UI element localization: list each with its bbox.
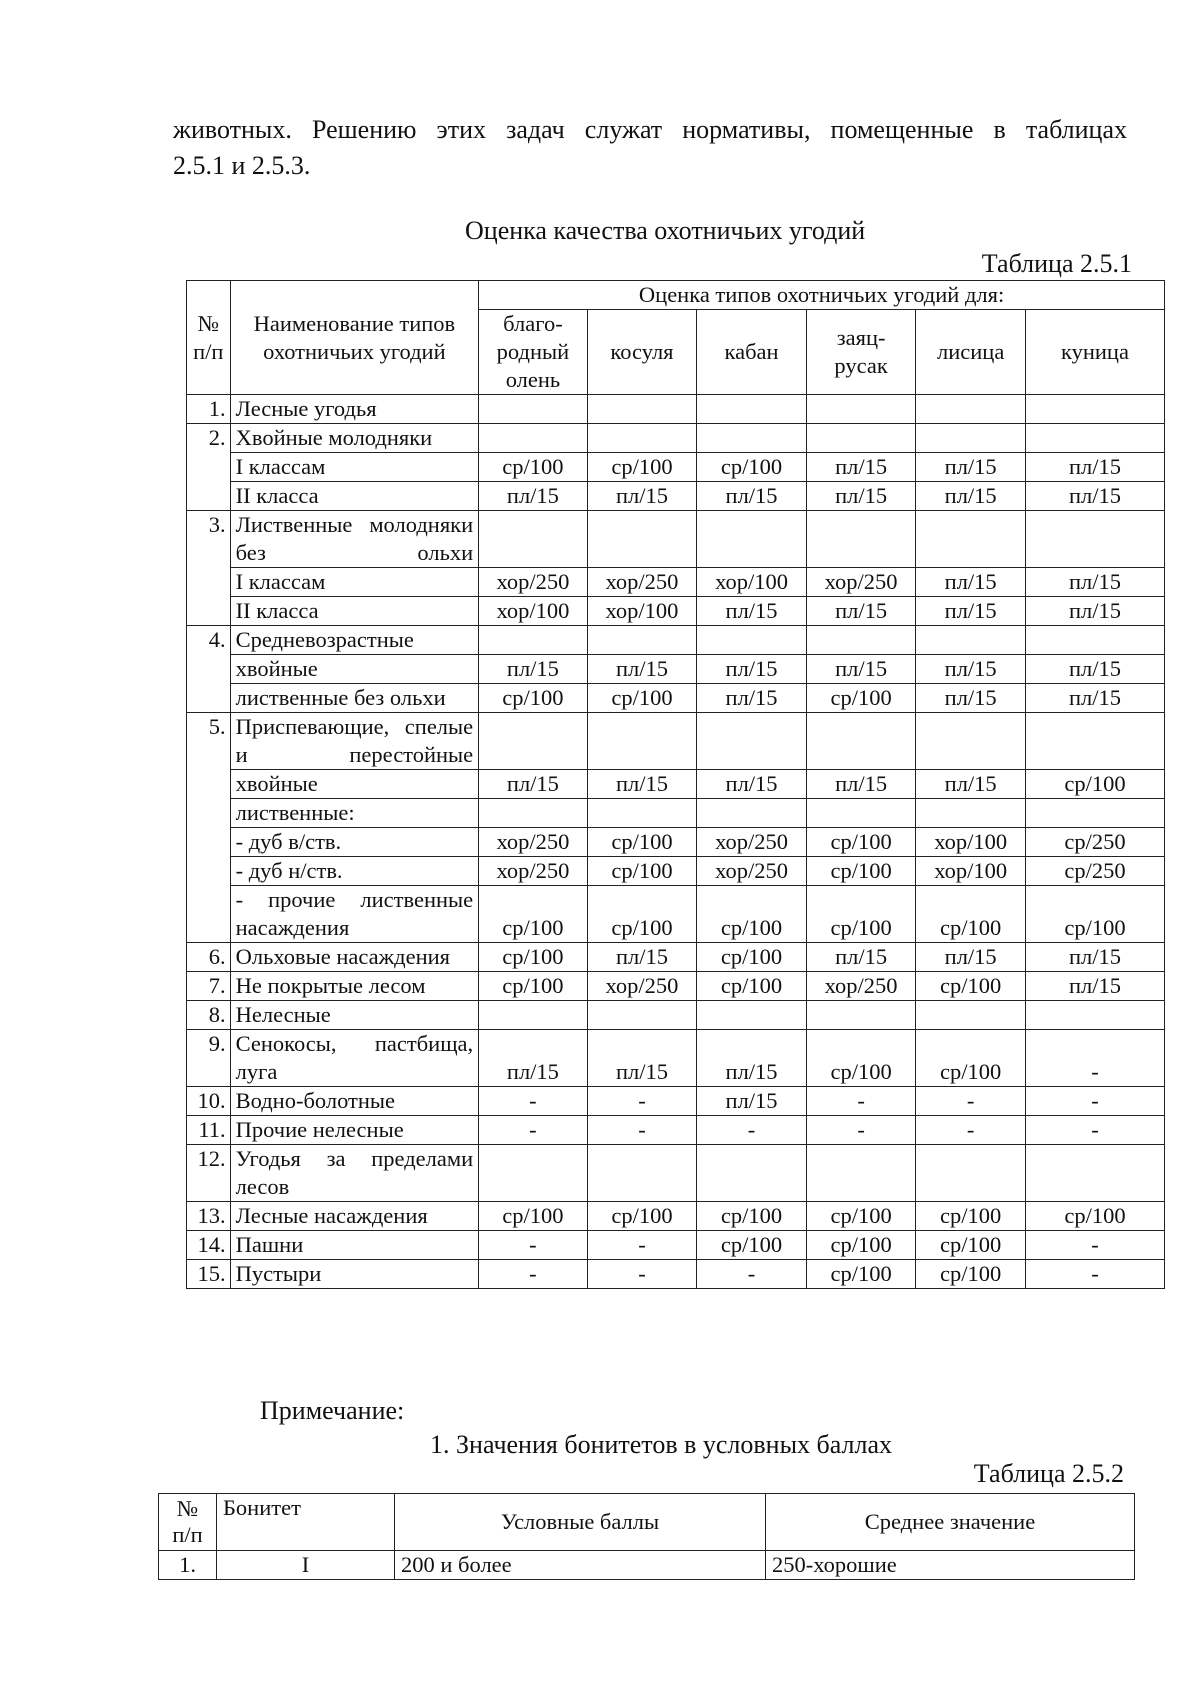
rating-cell: ср/100 (587, 828, 697, 857)
rating-cell: пл/15 (1025, 655, 1164, 684)
ground-type-name: Нелесные (230, 1001, 479, 1030)
rating-cell (587, 713, 697, 770)
rating-cell: ср/100 (806, 1030, 916, 1087)
rating-cell: - (479, 1116, 588, 1145)
rating-cell: пл/15 (697, 770, 807, 799)
rating-cell (806, 799, 916, 828)
rating-cell: ср/100 (697, 1202, 807, 1231)
rating-cell: хор/250 (697, 857, 807, 886)
rating-cell (806, 626, 916, 655)
rating-cell (916, 1145, 1026, 1202)
ground-type-name: Пашни (230, 1231, 479, 1260)
table-row (187, 1260, 1165, 1289)
table-row (187, 1145, 1165, 1202)
rating-cell (479, 395, 588, 424)
ground-type-name: лиственные без ольхи (230, 684, 479, 713)
rating-cell: хор/250 (806, 568, 916, 597)
table-row (187, 770, 1165, 799)
rating-cell: пл/15 (479, 655, 588, 684)
intro-paragraph (173, 112, 1127, 184)
rating-cell: ср/100 (806, 857, 916, 886)
bonitet-table (158, 1493, 1135, 1580)
rating-cell: ср/100 (587, 857, 697, 886)
rating-cell: ср/100 (916, 1260, 1026, 1289)
table2-label: Таблица 2.5.2 (973, 1459, 1124, 1488)
rating-cell (697, 1001, 807, 1030)
rating-cell: пл/15 (587, 770, 697, 799)
rating-cell: хор/100 (916, 857, 1026, 886)
rating-cell (587, 799, 697, 828)
ground-type-name: Средневозрастные (230, 626, 479, 655)
rating-cell: пл/15 (1025, 943, 1164, 972)
table1-body (187, 395, 1165, 1289)
rating-cell: пл/15 (587, 655, 697, 684)
rating-cell (1025, 799, 1164, 828)
row-number: 4. (187, 626, 231, 713)
rating-cell: ср/100 (479, 684, 588, 713)
rating-cell: - (806, 1116, 916, 1145)
header-animal: лисица (916, 310, 1026, 395)
rating-cell (697, 799, 807, 828)
rating-cell: - (1025, 1087, 1164, 1116)
rating-cell: хор/250 (587, 972, 697, 1001)
rating-cell: - (587, 1260, 697, 1289)
rating-cell (587, 395, 697, 424)
row-number: 15. (187, 1260, 231, 1289)
rating-cell: хор/250 (479, 568, 588, 597)
table-row (187, 799, 1165, 828)
rating-cell: ср/100 (1025, 886, 1164, 943)
rating-cell: ср/100 (1025, 770, 1164, 799)
t2-cell-points: 200 и более (395, 1551, 766, 1580)
rating-cell: хор/100 (916, 828, 1026, 857)
rating-cell: пл/15 (806, 655, 916, 684)
t2-header-bonitet: Бонитет (217, 1494, 395, 1551)
row-number: 13. (187, 1202, 231, 1231)
rating-cell: хор/250 (697, 828, 807, 857)
rating-cell (916, 424, 1026, 453)
rating-cell: ср/100 (1025, 1202, 1164, 1231)
rating-cell (916, 395, 1026, 424)
rating-cell: пл/15 (1025, 597, 1164, 626)
rating-cell (806, 713, 916, 770)
rating-cell: - (587, 1087, 697, 1116)
table-row (187, 886, 1165, 943)
rating-cell (916, 799, 1026, 828)
rating-cell: ср/100 (806, 684, 916, 713)
intro-line-2: 2.5.1 и 2.5.3. (173, 151, 311, 180)
rating-cell: пл/15 (697, 655, 807, 684)
ground-type-name: Лесные насаждения (230, 1202, 479, 1231)
rating-cell: ср/100 (479, 886, 588, 943)
table-row (187, 857, 1165, 886)
rating-cell: ср/100 (587, 453, 697, 482)
rating-cell: ср/100 (806, 886, 916, 943)
rating-cell (806, 1145, 916, 1202)
rating-cell: пл/15 (697, 597, 807, 626)
note-label: Примечание: (260, 1396, 405, 1425)
ground-type-name: Водно-болотные (230, 1087, 479, 1116)
rating-cell (916, 713, 1026, 770)
rating-cell (587, 1145, 697, 1202)
rating-cell: ср/100 (697, 886, 807, 943)
table1-header-row-1 (187, 281, 1165, 310)
header-name: Наименование типов охотничьих угодий (230, 281, 479, 395)
rating-cell (697, 626, 807, 655)
row-number: 9. (187, 1030, 231, 1087)
rating-cell: пл/15 (479, 1030, 588, 1087)
rating-cell (806, 1001, 916, 1030)
rating-cell: ср/100 (916, 886, 1026, 943)
rating-cell: пл/15 (697, 684, 807, 713)
ground-type-name: Лиственные молодняки без ольхи (230, 511, 479, 568)
rating-cell (587, 424, 697, 453)
header-animal: косуля (587, 310, 697, 395)
ground-type-name: II класса (230, 597, 479, 626)
table-row (187, 972, 1165, 1001)
rating-cell: ср/100 (587, 886, 697, 943)
table-row (187, 1202, 1165, 1231)
row-number: 2. (187, 424, 231, 511)
ground-type-name: Хвойные молодняки (230, 424, 479, 453)
ground-type-name: Пустыри (230, 1260, 479, 1289)
header-num: № п/п (187, 281, 231, 395)
rating-cell: пл/15 (697, 482, 807, 511)
rating-cell: пл/15 (916, 655, 1026, 684)
rating-cell: - (697, 1260, 807, 1289)
header-animal: заяц-русак (806, 310, 916, 395)
rating-cell (587, 511, 697, 568)
table1-title: Оценка качества охотничьих угодий (465, 216, 866, 245)
table-row (187, 655, 1165, 684)
rating-cell (916, 511, 1026, 568)
rating-cell: - (1025, 1231, 1164, 1260)
rating-cell: ср/100 (916, 1030, 1026, 1087)
table-row (187, 713, 1165, 770)
rating-cell (479, 1001, 588, 1030)
rating-cell: ср/100 (916, 972, 1026, 1001)
table-row (187, 1116, 1165, 1145)
rating-cell: пл/15 (916, 597, 1026, 626)
ground-type-name: Приспевающие, спелые и перестойные (230, 713, 479, 770)
rating-cell: - (479, 1087, 588, 1116)
table2-row (159, 1551, 1135, 1580)
header-animal: куница (1025, 310, 1164, 395)
rating-cell: ср/100 (806, 1202, 916, 1231)
hunting-grounds-table (186, 280, 1165, 1289)
t2-header-num: № п/п (159, 1494, 217, 1551)
rating-cell: пл/15 (697, 1087, 807, 1116)
table1-label: Таблица 2.5.1 (981, 249, 1132, 278)
rating-cell: пл/15 (806, 453, 916, 482)
rating-cell: - (916, 1087, 1026, 1116)
t2-header-avg: Среднее значение (766, 1494, 1135, 1551)
rating-cell: - (479, 1231, 588, 1260)
table-row (187, 597, 1165, 626)
rating-cell (479, 424, 588, 453)
row-number: 14. (187, 1231, 231, 1260)
rating-cell (587, 626, 697, 655)
ground-type-name: - дуб н/ств. (230, 857, 479, 886)
header-animal: благо-родный олень (479, 310, 588, 395)
rating-cell: ср/250 (1025, 857, 1164, 886)
rating-cell: пл/15 (1025, 453, 1164, 482)
rating-cell: ср/100 (697, 453, 807, 482)
ground-type-name: - дуб в/ств. (230, 828, 479, 857)
rating-cell: ср/100 (916, 1202, 1026, 1231)
table-row (187, 568, 1165, 597)
rating-cell: пл/15 (587, 482, 697, 511)
rating-cell (479, 713, 588, 770)
rating-cell: - (587, 1231, 697, 1260)
ground-type-name: I классам (230, 453, 479, 482)
rating-cell: - (916, 1116, 1026, 1145)
rating-cell: ср/100 (479, 972, 588, 1001)
ground-type-name: хвойные (230, 770, 479, 799)
ground-type-name: Угодья за пределами лесов (230, 1145, 479, 1202)
ground-type-name: Лесные угодья (230, 395, 479, 424)
rating-cell: пл/15 (587, 1030, 697, 1087)
table-row (187, 828, 1165, 857)
ground-type-name: II класса (230, 482, 479, 511)
row-number: 5. (187, 713, 231, 943)
rating-cell (806, 424, 916, 453)
rating-cell (1025, 424, 1164, 453)
rating-cell (697, 713, 807, 770)
rating-cell: - (479, 1260, 588, 1289)
row-number: 8. (187, 1001, 231, 1030)
rating-cell: хор/100 (697, 568, 807, 597)
intro-line-1: животных. Решению этих задач служат нормативы, помещенные в таблицах (173, 115, 1127, 144)
rating-cell: - (697, 1116, 807, 1145)
table-row (187, 1030, 1165, 1087)
rating-cell (1025, 626, 1164, 655)
rating-cell: ср/100 (479, 453, 588, 482)
rating-cell (1025, 511, 1164, 568)
rating-cell: - (806, 1087, 916, 1116)
rating-cell: ср/100 (697, 1231, 807, 1260)
table-row (187, 453, 1165, 482)
rating-cell: пл/15 (916, 568, 1026, 597)
rating-cell: - (1025, 1260, 1164, 1289)
rating-cell: пл/15 (806, 482, 916, 511)
rating-cell: хор/250 (587, 568, 697, 597)
rating-cell (697, 424, 807, 453)
rating-cell (1025, 1145, 1164, 1202)
rating-cell: ср/100 (806, 1231, 916, 1260)
rating-cell: - (1025, 1116, 1164, 1145)
t2-header-points: Условные баллы (395, 1494, 766, 1551)
rating-cell: ср/100 (479, 1202, 588, 1231)
rating-cell (697, 511, 807, 568)
rating-cell: пл/15 (479, 482, 588, 511)
row-number: 11. (187, 1116, 231, 1145)
rating-cell (697, 1145, 807, 1202)
rating-cell (587, 1001, 697, 1030)
rating-cell: хор/250 (806, 972, 916, 1001)
rating-cell: ср/100 (587, 684, 697, 713)
rating-cell: ср/100 (587, 1202, 697, 1231)
rating-cell: ср/250 (1025, 828, 1164, 857)
table-row (187, 626, 1165, 655)
table-row (187, 395, 1165, 424)
rating-cell (916, 1001, 1026, 1030)
table-row (187, 424, 1165, 453)
rating-cell: пл/15 (697, 1030, 807, 1087)
rating-cell: пл/15 (479, 770, 588, 799)
rating-cell (479, 626, 588, 655)
rating-cell: пл/15 (1025, 972, 1164, 1001)
rating-cell (479, 511, 588, 568)
rating-cell: - (1025, 1030, 1164, 1087)
rating-cell: хор/250 (479, 857, 588, 886)
row-number: 6. (187, 943, 231, 972)
header-group: Оценка типов охотничьих угодий для: (479, 281, 1165, 310)
rating-cell: ср/100 (697, 972, 807, 1001)
rating-cell: пл/15 (806, 943, 916, 972)
rating-cell: ср/100 (916, 1231, 1026, 1260)
rating-cell: пл/15 (1025, 482, 1164, 511)
rating-cell (1025, 395, 1164, 424)
rating-cell: пл/15 (1025, 568, 1164, 597)
ground-type-name: Сенокосы, пастбища, луга (230, 1030, 479, 1087)
ground-type-name: I классам (230, 568, 479, 597)
rating-cell: ср/100 (806, 828, 916, 857)
rating-cell (916, 626, 1026, 655)
table-row (187, 482, 1165, 511)
note-item: 1. Значения бонитетов в условных баллах (430, 1430, 893, 1459)
table-row (187, 943, 1165, 972)
rating-cell: ср/100 (479, 943, 588, 972)
rating-cell (697, 395, 807, 424)
rating-cell (1025, 1001, 1164, 1030)
rating-cell: хор/100 (479, 597, 588, 626)
t2-cell-bonitet: I (217, 1551, 395, 1580)
row-number: 7. (187, 972, 231, 1001)
rating-cell (806, 511, 916, 568)
rating-cell: хор/250 (479, 828, 588, 857)
rating-cell (806, 395, 916, 424)
rating-cell: пл/15 (806, 597, 916, 626)
row-number: 3. (187, 511, 231, 626)
t2-cell-num: 1. (159, 1551, 217, 1580)
ground-type-name: хвойные (230, 655, 479, 684)
table-row (187, 1231, 1165, 1260)
rating-cell: пл/15 (1025, 684, 1164, 713)
ground-type-name: лиственные: (230, 799, 479, 828)
rating-cell: ср/100 (806, 1260, 916, 1289)
ground-type-name: Ольховые насаждения (230, 943, 479, 972)
t2-cell-avg: 250-хорошие (766, 1551, 1135, 1580)
rating-cell (1025, 713, 1164, 770)
table-row (187, 684, 1165, 713)
rating-cell: хор/100 (587, 597, 697, 626)
rating-cell: - (587, 1116, 697, 1145)
rating-cell: пл/15 (806, 770, 916, 799)
rating-cell (479, 799, 588, 828)
rating-cell: пл/15 (587, 943, 697, 972)
row-number: 10. (187, 1087, 231, 1116)
rating-cell: пл/15 (916, 684, 1026, 713)
rating-cell (479, 1145, 588, 1202)
header-animal: кабан (697, 310, 807, 395)
rating-cell: пл/15 (916, 482, 1026, 511)
ground-type-name: - прочие лиственные насаждения (230, 886, 479, 943)
row-number: 12. (187, 1145, 231, 1202)
rating-cell: пл/15 (916, 943, 1026, 972)
table-row (187, 1087, 1165, 1116)
rating-cell: пл/15 (916, 453, 1026, 482)
ground-type-name: Прочие нелесные (230, 1116, 479, 1145)
rating-cell: ср/100 (697, 943, 807, 972)
table-row (187, 1001, 1165, 1030)
table2-header-row (159, 1494, 1135, 1551)
row-number: 1. (187, 395, 231, 424)
table-row (187, 511, 1165, 568)
ground-type-name: Не покрытые лесом (230, 972, 479, 1001)
rating-cell: пл/15 (916, 770, 1026, 799)
